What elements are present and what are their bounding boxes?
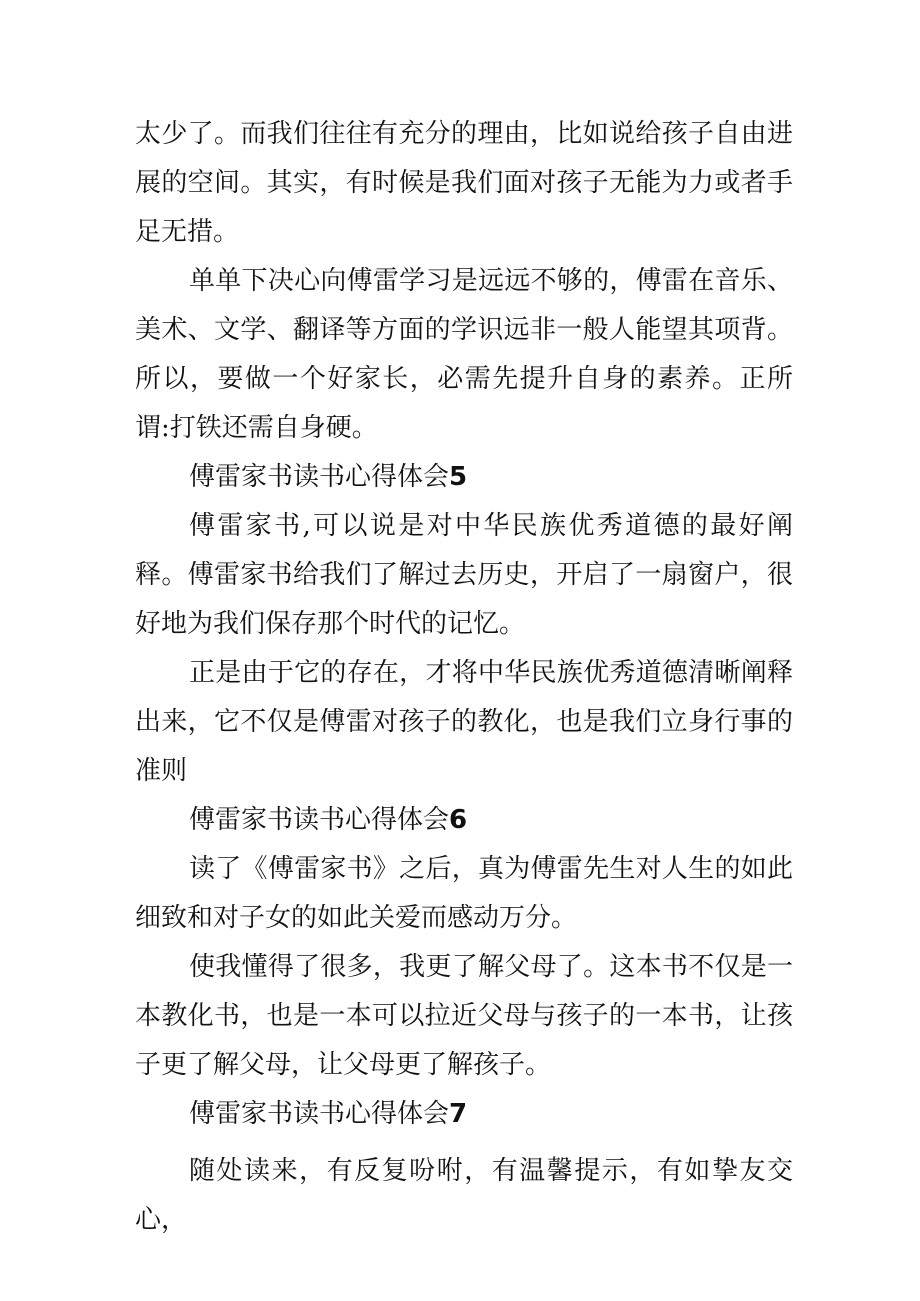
paragraph-after-reading: 读了《傅雷家书》之后，真为傅雷先生对人生的如此细致和对子女的如此关爱而感动万分。 [135,854,793,933]
heading-number: 5 [449,462,468,492]
spacer [135,1139,793,1147]
section-heading-6 [135,796,793,845]
heading-title: 傅雷家书读书心得体会 [189,805,450,835]
paragraph-existence: 正是由于它的存在，才将中华民族优秀道德清晰阐释出来，它不仅是傅雷对孩子的教化，也是我们立身行事的准则 [135,658,793,786]
section-heading-5 [135,453,793,502]
heading-title: 傅雷家书读书心得体会 [189,1099,450,1129]
heading-number: 7 [449,1099,468,1129]
paragraph-reading-everywhere: 随处读来，有反复吩咐，有温馨提示，有如挚友交心， [135,1156,793,1235]
paragraph-understanding: 使我懂得了很多，我更了解父母了。这本书不仅是一本教化书，也是一本可以拉近父母与孩子的一本书，让孩子更了解父母，让父母更了解孩子。 [135,952,793,1080]
document-body [135,110,793,1245]
paragraph-moral-interpretation: 傅雷家书,可以说是对中华民族优秀道德的最好阐释。傅雷家书给我们了解过去历史，开启了一扇窗户，很好地为我们保存那个时代的记忆。 [135,511,793,639]
heading-number: 6 [449,805,468,835]
heading-title: 傅雷家书读书心得体会 [189,462,450,492]
section-heading-7 [135,1090,793,1139]
paragraph-study-fu-lei: 单单下决心向傅雷学习是远远不够的，傅雷在音乐、美术、文学、翻译等方面的学识远非一般人能望其项背。所以，要做一个好家长，必需先提升自身的素养。正所谓:打铁还需自身硬。 [135,266,793,443]
paragraph-continued: 太少了。而我们往往有充分的理由，比如说给孩子自由进展的空间。其实，有时候是我们面对孩子无能为力或者手足无措。 [135,119,793,247]
